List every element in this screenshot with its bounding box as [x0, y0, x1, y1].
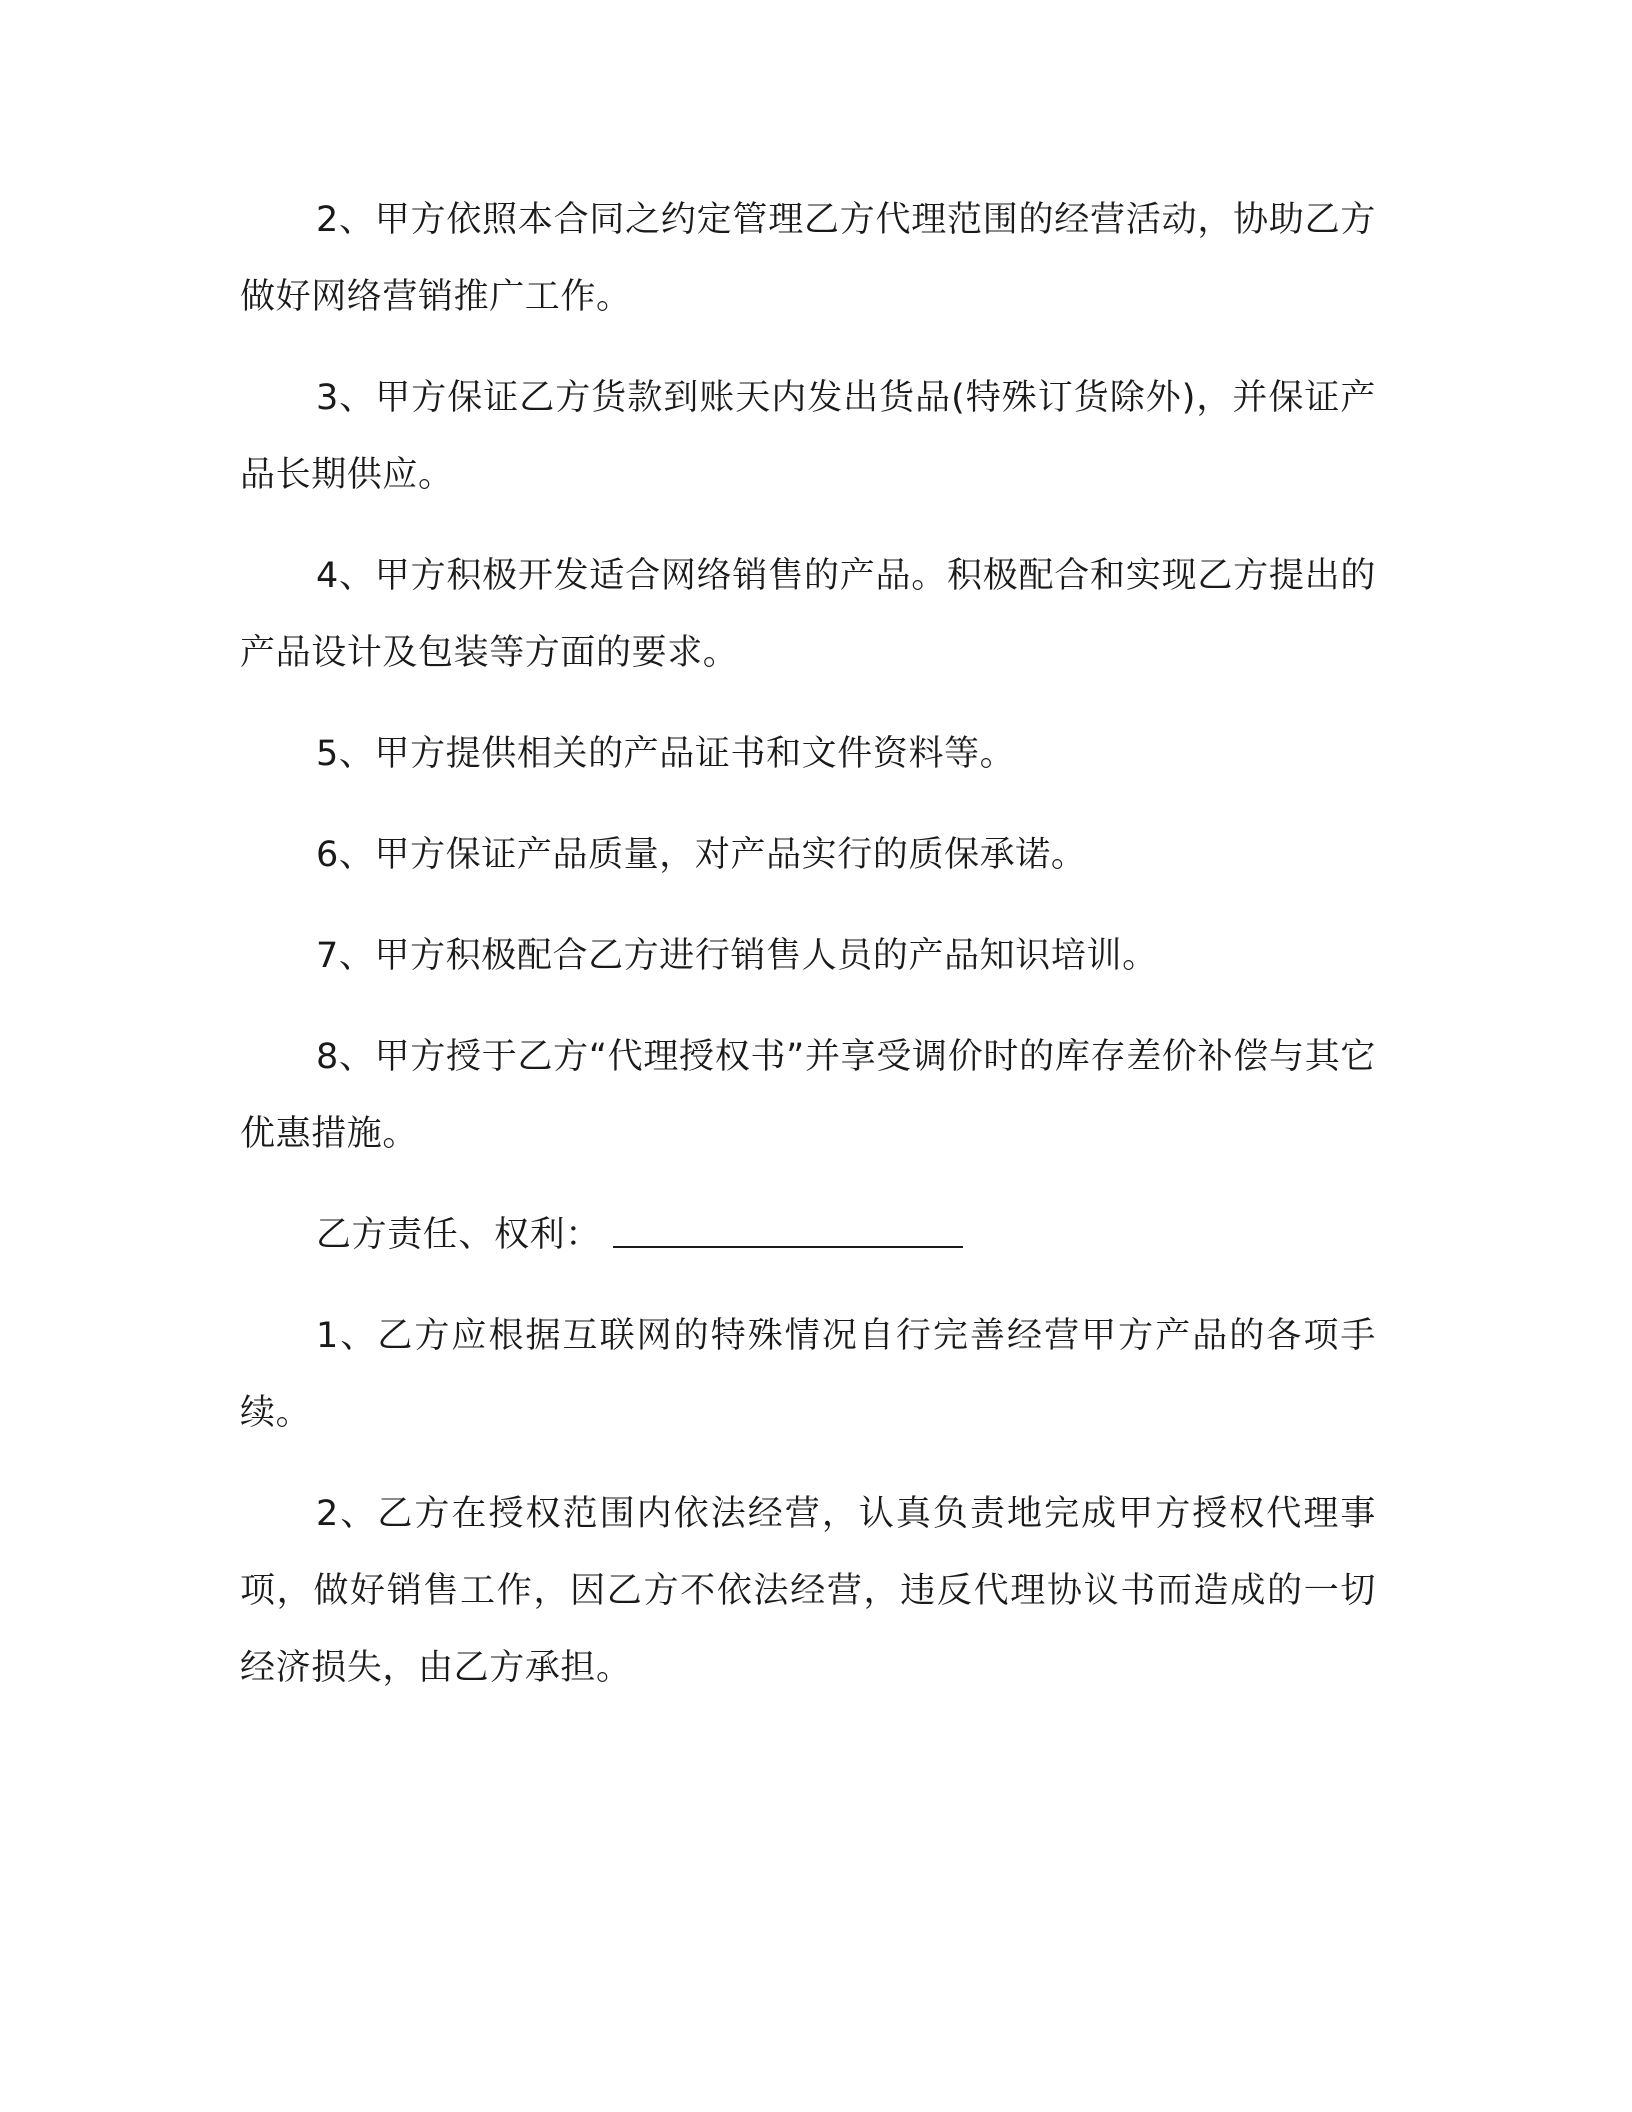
clause-number: 2 [316, 1494, 339, 1534]
clause-a-3 [240, 360, 1376, 514]
clause-number: 3 [316, 378, 339, 418]
clause-text: 、甲方授于乙方“代理授权书”并享受调价时的库存差价补偿与其它优惠措施。 [240, 1037, 1376, 1154]
section-heading-text: 乙方责任、权利： [316, 1215, 601, 1255]
fill-in-blank-line [613, 1212, 963, 1248]
clause-b-1 [240, 1298, 1376, 1452]
clause-text: 、甲方提供相关的产品证书和文件资料等。 [338, 734, 1016, 774]
clause-number: 5 [316, 734, 339, 774]
clause-a-7 [240, 918, 1376, 995]
clause-text: 、甲方保证乙方货款到账天内发出货品(特殊订货除外)，并保证产品长期供应。 [240, 378, 1376, 495]
clause-a-6 [240, 817, 1376, 894]
clause-number: 8 [316, 1037, 339, 1077]
document-body [240, 182, 1376, 1731]
clause-number: 4 [316, 556, 339, 596]
clause-text: 、甲方依照本合同之约定管理乙方代理范围的经营活动，协助乙方做好网络营销推广工作。 [240, 200, 1376, 317]
clause-b-2 [240, 1476, 1376, 1707]
clause-text: 、乙方应根据互联网的特殊情况自行完善经营甲方产品的各项手续。 [240, 1316, 1376, 1433]
clause-text: 、甲方积极开发适合网络销售的产品。积极配合和实现乙方提出的产品设计及包装等方面的要求。 [240, 556, 1376, 673]
clause-text: 、乙方在授权范围内依法经营，认真负责地完成甲方授权代理事项，做好销售工作，因乙方不依法经营，违反代理协议书而造成的一切经济损失，由乙方承担。 [240, 1494, 1376, 1688]
clause-number: 2 [316, 200, 339, 240]
clause-number: 6 [316, 835, 339, 875]
clause-text: 、甲方保证产品质量，对产品实行的质保承诺。 [338, 835, 1087, 875]
clause-number: 7 [316, 936, 339, 976]
clause-text: 、甲方积极配合乙方进行销售人员的产品知识培训。 [338, 936, 1158, 976]
clause-a-5 [240, 716, 1376, 793]
clause-a-8 [240, 1019, 1376, 1173]
clause-a-2 [240, 182, 1376, 336]
clause-a-4 [240, 538, 1376, 692]
section-heading-party-b [240, 1197, 1376, 1274]
clause-number: 1 [316, 1316, 339, 1356]
